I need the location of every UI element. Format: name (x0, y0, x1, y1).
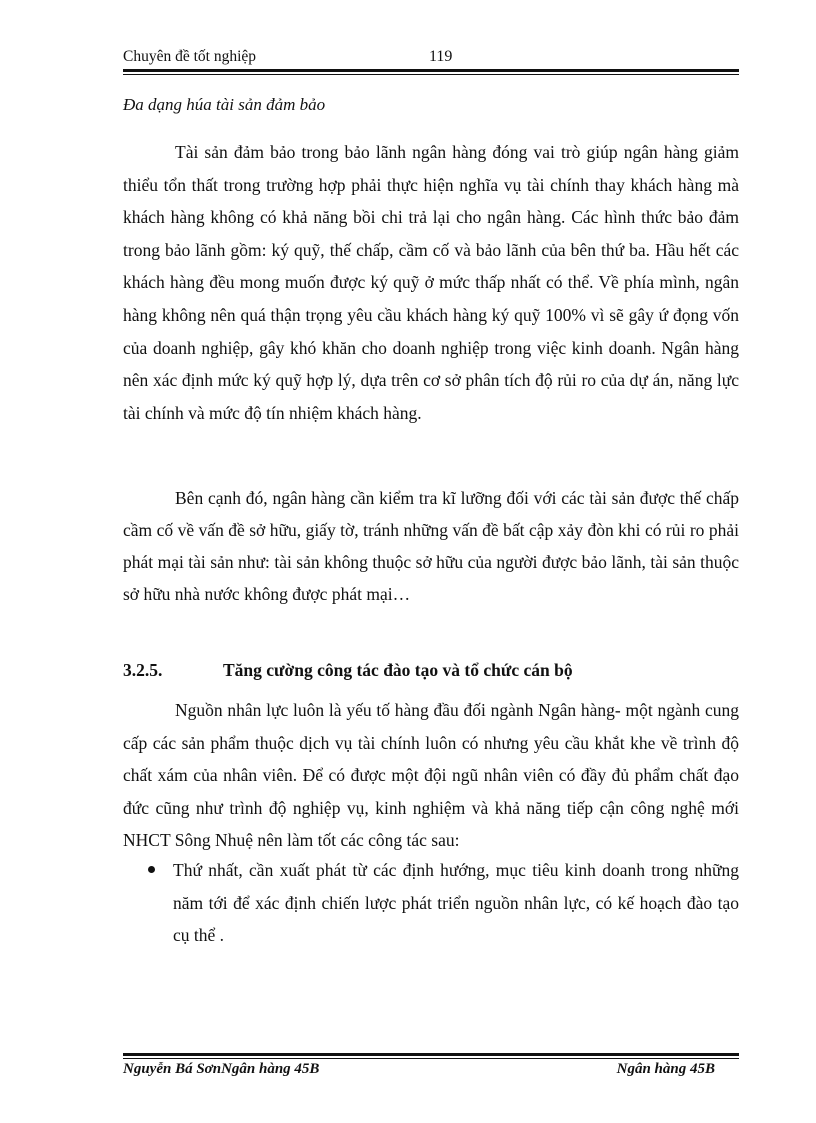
header-rule (123, 69, 739, 72)
footer-author: Nguyễn Bá SơnNgân hàng 45B (123, 1061, 320, 1077)
footer-rule (123, 1053, 739, 1056)
header-rule-thin (123, 74, 739, 75)
paragraph-collateral-check (123, 482, 739, 610)
paragraph-human-resources (123, 694, 739, 857)
paragraph-text: Tài sản đảm bảo trong bảo lãnh ngân hàng đóng vai trò giúp ngân hàng giảm thiểu tổn thất trong trường hợp phải thực hiện nghĩa vụ tài chính thay khách hàng mà khách hàng không có khả năng bồi chi trả lại cho ngân hàng. Các hình thức bảo đảm trong bảo lãnh gồm: ký quỹ, thế chấp, cầm cố và bảo lãnh của bên thứ ba. Hầu hết các khách hàng đều mong muốn được ký quỹ ở mức thấp nhất có thể. Về phía mình, ngân hàng không nên quá thận trọng yêu cầu khách hàng ký quỹ 100% vì sẽ gây ứ đọng vốn của doanh nghiệp, gây khó khăn cho doanh nghiệp trong việc kinh doanh. Ngân hàng nên xác định mức ký quỹ hợp lý, dựa trên cơ sở phân tích độ rủi ro của dự án, năng lực tài chính và mức độ tín nhiệm khách hàng. (123, 142, 739, 423)
paragraph-text: Bên cạnh đó, ngân hàng cần kiểm tra kĩ lưỡng đối với các tài sản được thế chấp cầm cố về vấn đề sở hữu, giấy tờ, tránh những vấn đề bất cập xảy đòn khi có rủi ro phải phát mại tài sản như: tài sản không thuộc sở hữu của người được bảo lãnh, tài sản thuộc sở hữu nhà nước không được phát mại… (123, 488, 739, 604)
paragraph-collateral (123, 136, 739, 429)
page-number: 119 (429, 48, 453, 65)
section-title: Tăng cường công tác đào tạo và tổ chức cán bộ (223, 660, 573, 680)
section-heading (123, 660, 573, 681)
paragraph-text: Nguồn nhân lực luôn là yếu tố hàng đầu đối ngành Ngân hàng- một ngành cung cấp các sản phẩm thuộc dịch vụ tài chính luôn có nhưng yêu cầu khắt khe về trình độ chất xám của nhân viên. Để có được một đội ngũ nhân viên có đầy đủ phẩm chất đạo đức cũng như trình độ nghiệp vụ, kinh nghiệm và khả năng tiếp cận công nghệ mới NHCT Sông Nhuệ nên làm tốt các công tác sau: (123, 700, 739, 850)
bullet-icon (148, 866, 155, 873)
subheading: Đa dạng húa tài sản đảm bảo (123, 95, 326, 114)
header-title: Chuyên đề tốt nghiệp (123, 48, 257, 65)
list-item-text: Thứ nhất, cần xuất phát từ các định hướng, mục tiêu kinh doanh trong những năm tới để xác định chiến lược phát triển nguồn nhân lực, có kế hoạch đào tạo cụ thể . (173, 860, 739, 945)
bullet-list (123, 854, 739, 952)
list-item (123, 854, 739, 952)
page-header (123, 46, 739, 68)
section-number: 3.2.5. (123, 660, 163, 680)
footer-rule-thin (123, 1058, 739, 1059)
footer-class: Ngân hàng 45B (616, 1061, 715, 1077)
